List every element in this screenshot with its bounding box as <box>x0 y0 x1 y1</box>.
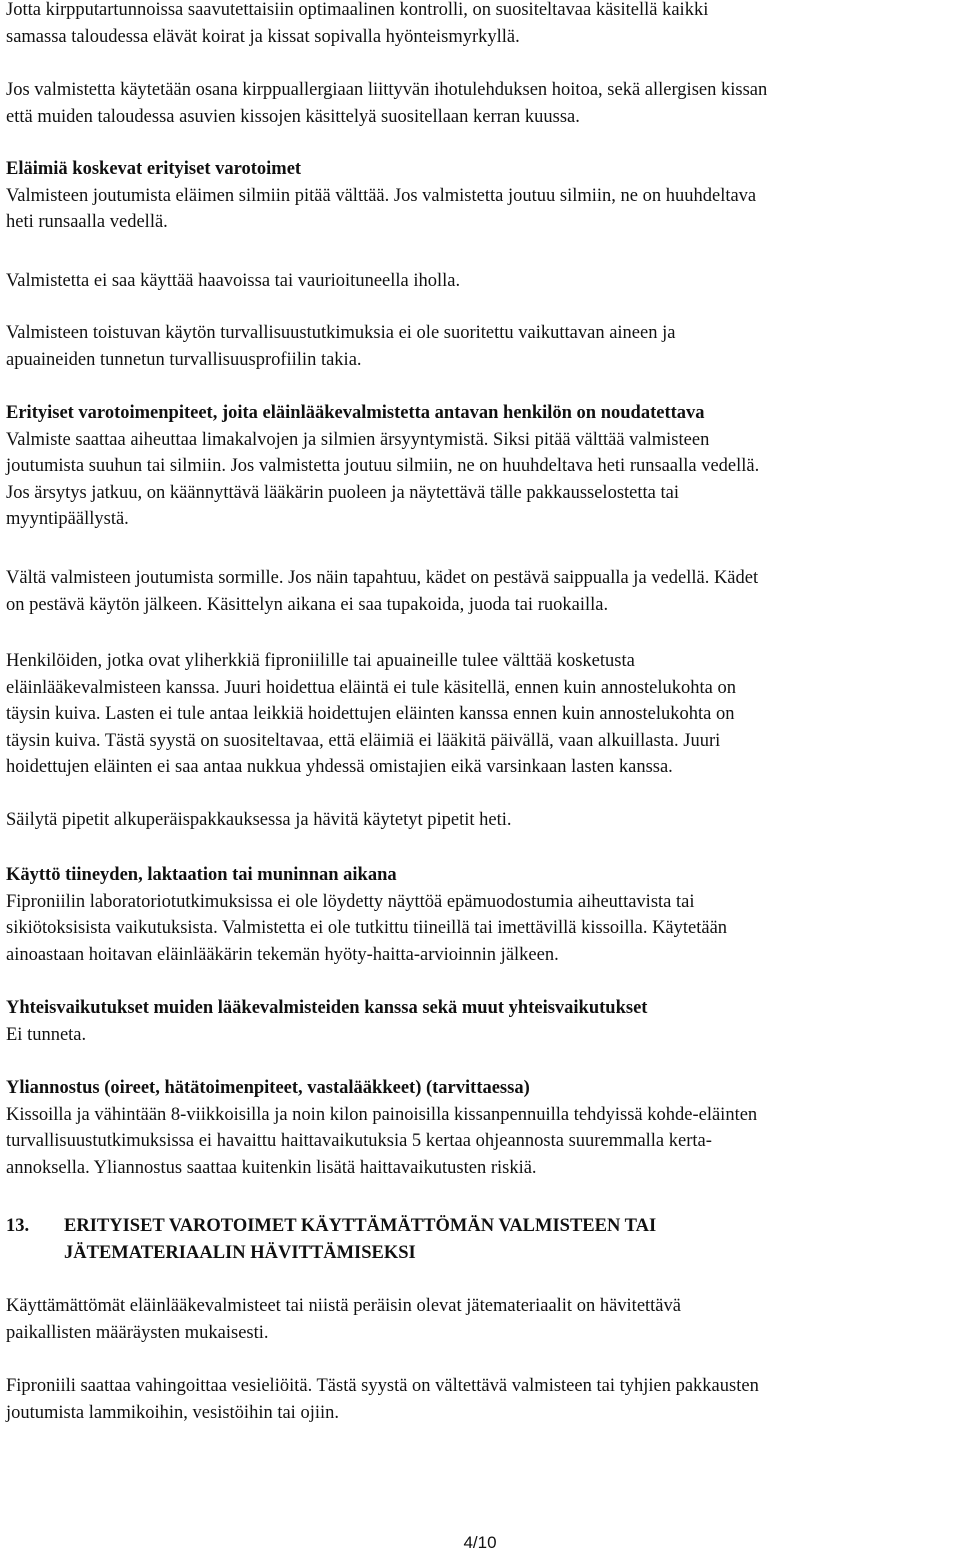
text-line: Jotta kirpputartunnoissa saavutettaisiin optimaalinen kontrolli, on suositeltavaa käsitellä kaikki <box>6 0 709 20</box>
text-line: annoksella. Yliannostus saattaa kuitenkin lisätä haittavaikutusten riskiä. <box>6 1157 537 1178</box>
section-number: 13. <box>6 1216 30 1236</box>
heading-pregnancy: Käyttö tiineyden, laktaation tai muninnan aikana <box>6 865 397 885</box>
paragraph-hypersensitivity <box>6 648 954 781</box>
text-line: hoidettujen eläinten ei saa antaa nukkua yhdessä omistajien eikä varsinkaan lasten kanssa. <box>6 757 673 777</box>
text-line: myyntipäällystä. <box>6 509 129 529</box>
text-line: joutumista suuhun tai silmiin. Jos valmistetta joutuu silmiin, ne on huuhdeltava heti runsaalla vedellä. <box>6 456 760 476</box>
text-line: täysin kuiva. Tästä syystä on suositeltavaa, että eläimiä ei lääkitä päivällä, vaan alkuillasta. Juuri <box>6 730 721 751</box>
text-line: Kissoilla ja vähintään 8-viikkoisilla ja noin kilon painoisilla kissanpennuilla tehdyissä kohde-eläinten <box>6 1104 758 1125</box>
text-line: joutumista lammikoihin, vesistöihin tai ojiin. <box>6 1402 339 1423</box>
paragraph-hand-contact <box>6 565 954 618</box>
text-line: Säilytä pipetit alkuperäispakkauksessa ja hävitä käytetyt pipetit heti. <box>6 810 512 830</box>
section-animal-precautions <box>6 156 954 236</box>
text-line: Ei tunneta. <box>6 1024 87 1045</box>
text-line: eläinlääkevalmisteen kanssa. Juuri hoidettua eläintä ei tule käsitellä, ennen kuin annostelukohta on <box>6 677 737 698</box>
heading-interactions: Yhteisvaikutukset muiden lääkevalmisteiden kanssa sekä muut yhteisvaikutukset <box>6 998 648 1018</box>
text-line: ainoastaan hoitavan eläinlääkärin tekemän hyöty-haitta-arvioinnin jälkeen. <box>6 944 559 965</box>
text-line: Fiproniili saattaa vahingoittaa vesieliöitä. Tästä syystä on vältettävä valmisteen tai tyhjien pakkausten <box>6 1376 759 1396</box>
paragraph-wounds <box>6 268 954 295</box>
section-pregnancy <box>6 862 954 968</box>
text-line: Henkilöiden, jotka ovat yliherkkiä fiproniilille tai apuaineille tulee välttää kosketusta <box>6 651 635 671</box>
text-line: apuaineiden tunnetun turvallisuusprofiilin takia. <box>6 349 362 370</box>
text-line: Jos valmistetta käytetään osana kirppuallergiaan liittyvän ihotulehduksen hoitoa, sekä allergisen kissan <box>6 80 768 100</box>
text-line: että muiden taloudessa asuvien kissojen käsittelyä suositellaan kerran kuussa. <box>6 106 580 127</box>
paragraph-storage <box>6 807 954 834</box>
section-title-line: ERITYISET VAROTOIMET KÄYTTÄMÄTTÖMÄN VALMISTEEN TAI <box>64 1216 657 1236</box>
section-title <box>64 1213 656 1266</box>
page-number: 4/10 <box>463 1533 497 1552</box>
text-line: Valmisteen toistuvan käytön turvallisuustutkimuksia ei ole suoritettu vaikuttavan aineen ja <box>6 323 676 343</box>
text-line: Valmistetta ei saa käyttää haavoissa tai vaurioituneella iholla. <box>6 271 461 291</box>
text-line: Jos ärsytys jatkuu, on käännyttävä lääkärin puoleen ja näytettävä tälle pakkausselostetta tai <box>6 482 679 503</box>
paragraph-disposal <box>6 1293 954 1346</box>
paragraph-safety-studies <box>6 320 954 373</box>
heading-animal-precautions: Eläimiä koskevat erityiset varotoimet <box>6 159 302 179</box>
section-interactions <box>6 995 954 1048</box>
text-line: samassa taloudessa elävät koirat ja kissat sopivalla hyönteismyrkyllä. <box>6 26 520 47</box>
text-line: paikallisten määräysten mukaisesti. <box>6 1322 269 1343</box>
paragraph-allergy-treatment <box>6 77 954 130</box>
section-overdose <box>6 1075 954 1181</box>
heading-overdose: Yliannostus (oireet, hätätoimenpiteet, vastalääkkeet) (tarvittaessa) <box>6 1078 530 1098</box>
text-line: Valmiste saattaa aiheuttaa limakalvojen ja silmien ärsyyntymistä. Siksi pitää välttää valmisteen <box>6 429 710 450</box>
text-line: Valmisteen joutumista eläimen silmiin pitää välttää. Jos valmistetta joutuu silmiin, ne on huuhdeltava <box>6 185 757 206</box>
paragraph-aquatic <box>6 1373 954 1426</box>
text-line: Vältä valmisteen joutumista sormille. Jos näin tapahtuu, kädet on pestävä saippualla ja vedellä. Kädet <box>6 568 759 588</box>
heading-user-precautions: Erityiset varotoimenpiteet, joita eläinlääkevalmistetta antavan henkilön on noudatettava <box>6 403 705 423</box>
text-line: heti runsaalla vedellä. <box>6 212 168 232</box>
section-user-precautions <box>6 400 954 533</box>
paragraph-flea-control <box>6 0 954 50</box>
section-title-line: JÄTEMATERIAALIN HÄVITTÄMISEKSI <box>64 1242 416 1263</box>
text-line: Fiproniilin laboratoriotutkimuksissa ei ole löydetty näyttöä epämuodostumia aiheuttavista tai <box>6 891 695 912</box>
text-line: sikiötoksisista vaikutuksista. Valmistetta ei ole tutkittu tiineillä tai imettävillä kissoilla. Käytetään <box>6 918 728 938</box>
text-line: täysin kuiva. Lasten ei tule antaa leikkiä hoidettujen eläinten kanssa ennen kuin annostelukohta on <box>6 704 735 724</box>
text-line: Käyttämättömät eläinlääkevalmisteet tai niistä peräisin olevat jätemateriaalit on hävitettävä <box>6 1296 681 1316</box>
text-line: turvallisuustutkimuksissa ei havaittu haittavaikutuksia 5 kertaa ohjeannosta suuremmalla kerta- <box>6 1131 712 1151</box>
text-line: on pestävä käytön jälkeen. Käsittelyn aikana ei saa tupakoida, juoda tai ruokailla. <box>6 594 609 615</box>
